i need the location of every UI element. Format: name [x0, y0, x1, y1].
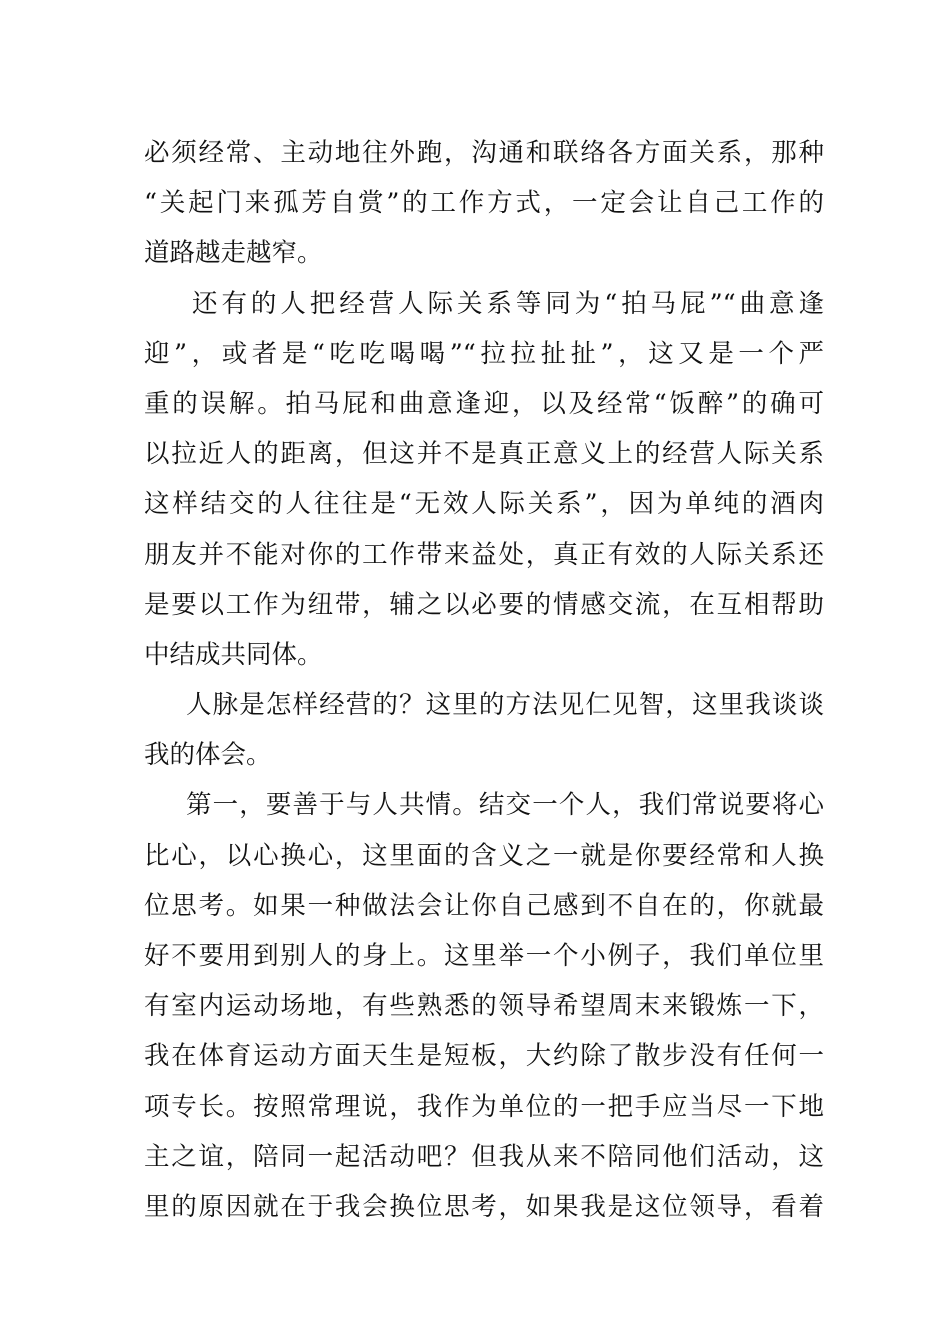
text-line: 这样结交的人往往是“无效人际关系”，因为单纯的酒肉 [144, 489, 824, 520]
text-line: 道路越走越窄。 [144, 238, 323, 269]
document-body [144, 128, 824, 1232]
text-line: 必须经常、主动地往外跑，沟通和联络各方面关系，那种 [144, 138, 824, 168]
text-line: 迎”，或者是“吃吃喝喝”“拉拉扯扯”，这又是一个严 [144, 338, 824, 369]
text-line: 有室内运动场地，有些熟悉的领导希望周末来锻炼一下， [144, 991, 824, 1022]
text-line: 比心，以心换心，这里面的含义之一就是你要经常和人换 [144, 840, 824, 871]
paragraph-first-line: 还有的人把经营人际关系等同为“拍马屁”“曲意逢 [192, 288, 824, 319]
text-line: 以拉近人的距离，但这并不是真正意义上的经营人际关系 [144, 439, 824, 470]
text-line: 主之谊，陪同一起活动吧？但我从来不陪同他们活动，这 [144, 1141, 824, 1172]
text-line: 好不要用到别人的身上。这里举一个小例子，我们单位里 [144, 941, 824, 971]
text-line: 是要以工作为纽带，辅之以必要的情感交流，在互相帮助 [144, 589, 824, 620]
text-line: 重的误解。拍马屁和曲意逢迎，以及经常“饭醉”的确可 [144, 388, 824, 419]
paragraph-first-line: 人脉是怎样经营的？这里的方法见仁见智，这里我谈谈 [186, 690, 824, 721]
text-line: 我在体育运动方面天生是短板，大约除了散步没有任何一 [144, 1041, 824, 1072]
text-line: 位思考。如果一种做法会让你自己感到不自在的，你就最 [144, 890, 824, 921]
text-line: 里的原因就在于我会换位思考，如果我是这位领导，看着 [144, 1191, 824, 1222]
paragraph-first-line: 第一，要善于与人共情。结交一个人，我们常说要将心 [186, 790, 824, 821]
text-line: 朋友并不能对你的工作带来益处，真正有效的人际关系还 [144, 539, 824, 570]
text-line: 我的体会。 [144, 740, 272, 771]
text-line: 项专长。按照常理说，我作为单位的一把手应当尽一下地 [144, 1091, 824, 1122]
text-line: 中结成共同体。 [144, 639, 323, 670]
text-line: “关起门来孤芳自赏”的工作方式，一定会让自己工作的 [144, 188, 824, 219]
